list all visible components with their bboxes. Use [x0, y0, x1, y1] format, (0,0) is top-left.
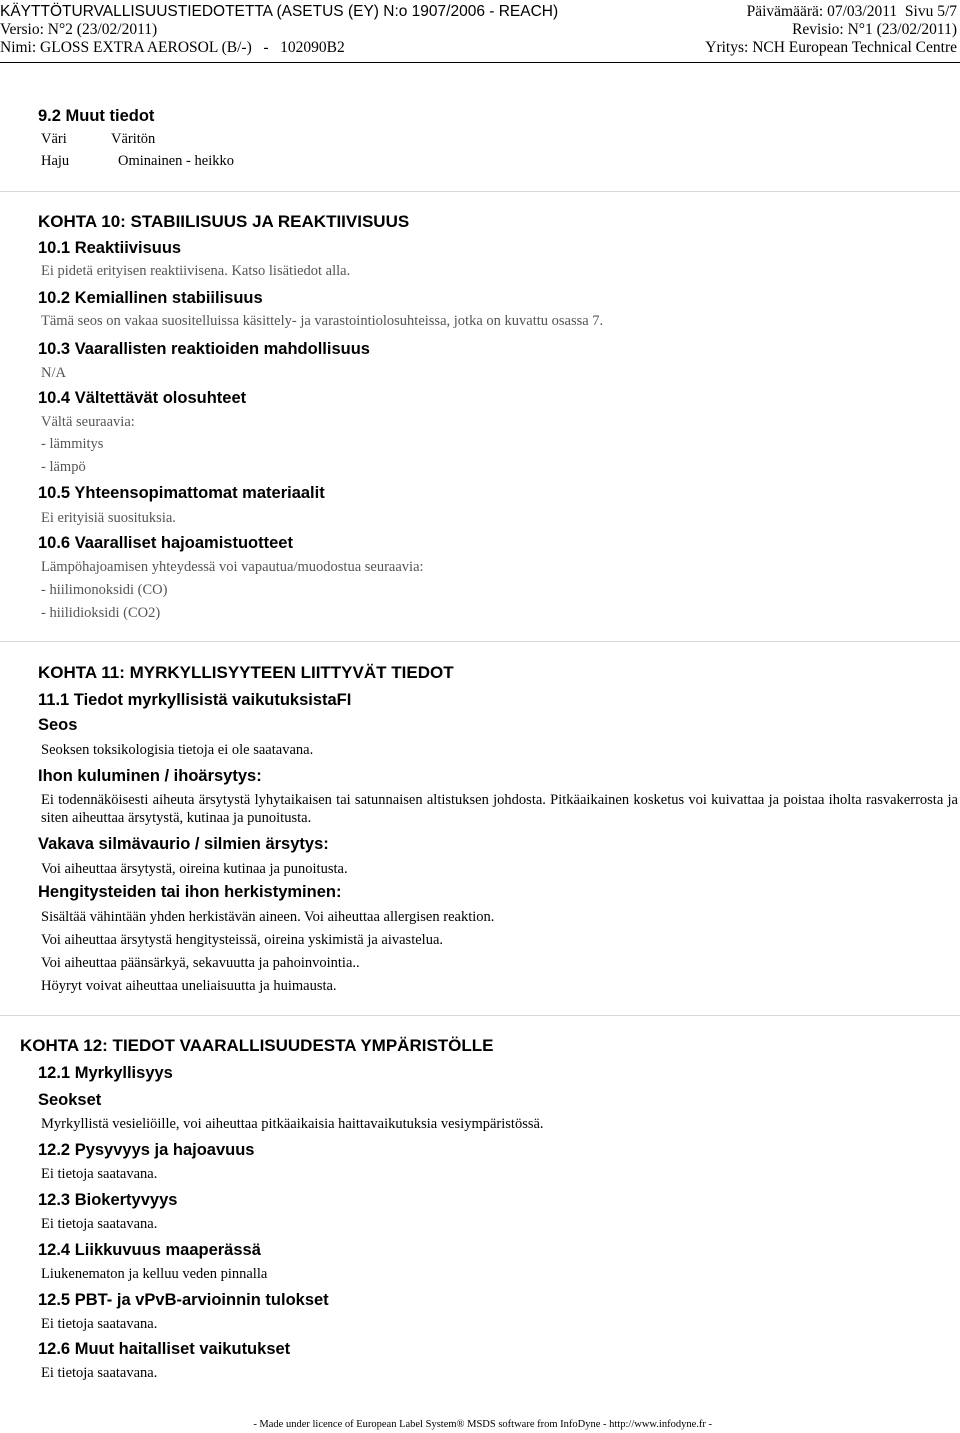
s11-sens-line: Voi aiheuttaa päänsärkyä, sekavuutta ja pahoinvointia.. [41, 955, 360, 971]
header-company: Yritys: NCH European Technical Centre [705, 39, 957, 56]
header-version: Versio: N°2 (23/02/2011) [0, 21, 158, 38]
s10-3-text: N/A [41, 365, 66, 381]
s12-2-text: Ei tietoja saatavana. [41, 1166, 158, 1182]
header-date-page [747, 2, 957, 22]
header-dash: - [263, 39, 269, 56]
s9-heading: 9.2 Muut tiedot [38, 107, 155, 125]
s11-skin-text-content: Ei todennäköisesti aiheuta ärsytystä lyhytaikaisen tai satunnaisen altistuksen johdosta. Pitkäaikainen kosketus voi kuivattaa ja poistaa iholta rasvakerrosta ja siten aiheuttaa ärsytystä, kutinaa ja punoitusta. [41, 792, 958, 826]
s10-4-line: Vältä seuraavia: [41, 414, 135, 430]
section-divider [0, 641, 960, 642]
document-header [0, 0, 960, 62]
page-footer [0, 1418, 960, 1432]
s9-key-color: Väri [41, 131, 67, 147]
s12-2-heading: 12.2 Pysyvyys ja hajoavuus [38, 1141, 255, 1159]
s10-6-line: - hiilidioksidi (CO2) [41, 605, 161, 621]
s12-1-heading: 12.1 Myrkyllisyys [38, 1064, 173, 1082]
s11-eye-text: Voi aiheuttaa ärsytystä, oireina kutinaa ja punoitusta. [41, 861, 348, 877]
footer-text: - Made under licence of European Label System® MSDS software from InfoDyne - http://www.infodyne.fr - [253, 1419, 712, 1430]
s12-heading: KOHTA 12: TIEDOT VAARALLISUUDESTA YMPÄRISTÖLLE [20, 1036, 494, 1055]
header-revision: Revisio: N°1 (23/02/2011) [792, 21, 957, 38]
s11-sens-line: Sisältää vähintään yhden herkistävän aineen. Voi aiheuttaa allergisen reaktion. [41, 909, 495, 925]
section-divider [0, 1015, 960, 1016]
s11-seos-heading: Seos [38, 716, 78, 734]
s12-4-heading: 12.4 Liikkuvuus maaperässä [38, 1241, 261, 1259]
s10-heading: KOHTA 10: STABIILISUUS JA REAKTIIVISUUS [38, 212, 410, 231]
s11-skin-text [41, 791, 958, 827]
header-name: Nimi: GLOSS EXTRA AEROSOL (B/-) [0, 39, 252, 56]
s11-seos-text: Seoksen toksikologisia tietoja ei ole saatavana. [41, 742, 314, 758]
s12-5-heading: 12.5 PBT- ja vPvB-arvioinnin tulokset [38, 1291, 329, 1309]
header-title: KÄYTTÖTURVALLISUUSTIEDOTETTA (ASETUS (EY) N:o 1907/2006 - REACH) [0, 3, 559, 20]
s11-heading: KOHTA 11: MYRKYLLISYYTEEN LIITTYVÄT TIEDOT [38, 663, 454, 682]
s12-3-text: Ei tietoja saatavana. [41, 1216, 158, 1232]
s10-5-text: Ei erityisiä suosituksia. [41, 510, 176, 526]
s11-sens-heading: Hengitysteiden tai ihon herkistyminen: [38, 883, 342, 901]
s10-6-line: - hiilimonoksidi (CO) [41, 582, 168, 598]
s12-seokset-heading: Seokset [38, 1091, 102, 1109]
s10-2-text: Tämä seos on vakaa suositelluissa käsittely- ja varastointiolosuhteissa, jotka on kuvattu osassa 7. [41, 313, 604, 329]
s10-4-line: - lämpö [41, 459, 86, 475]
s12-6-text: Ei tietoja saatavana. [41, 1365, 158, 1381]
s10-1-text: Ei pidetä erityisen reaktiivisena. Katso lisätiedot alla. [41, 263, 351, 279]
s10-4-heading: 10.4 Vältettävät olosuhteet [38, 389, 247, 407]
s12-6-heading: 12.6 Muut haitalliset vaikutukset [38, 1340, 291, 1358]
s12-3-heading: 12.3 Biokertyvyys [38, 1191, 178, 1209]
s9-value-odor: Ominainen - heikko [118, 153, 234, 169]
header-product [0, 38, 345, 58]
s10-4-line: - lämmitys [41, 436, 104, 452]
s12-5-text: Ei tietoja saatavana. [41, 1316, 158, 1332]
s10-5-heading: 10.5 Yhteensopimattomat materiaalit [38, 484, 325, 502]
s11-1-heading: 11.1 Tiedot myrkyllisistä vaikutuksistaFI [38, 691, 352, 709]
s9-value-color: Väritön [111, 131, 156, 147]
s10-6-line: Lämpöhajoamisen yhteydessä voi vapautua/muodostua seuraavia: [41, 559, 424, 575]
s10-1-heading: 10.1 Reaktiivisuus [38, 239, 182, 257]
s10-3-heading: 10.3 Vaarallisten reaktioiden mahdollisuus [38, 340, 370, 358]
header-divider [0, 62, 960, 63]
s11-eye-heading: Vakava silmävaurio / silmien ärsytys: [38, 835, 329, 853]
s11-sens-line: Voi aiheuttaa ärsytystä hengitysteissä, oireina yskimistä ja aivastelua. [41, 932, 444, 948]
s11-skin-heading: Ihon kuluminen / ihoärsytys: [38, 767, 262, 785]
s9-key-odor: Haju [41, 153, 70, 169]
s10-6-heading: 10.6 Vaaralliset hajoamistuotteet [38, 534, 293, 552]
s10-2-heading: 10.2 Kemiallinen stabiilisuus [38, 289, 263, 307]
s12-4-text: Liukenematon ja kelluu veden pinnalla [41, 1266, 268, 1282]
header-date: Päivämäärä: 07/03/2011 [746, 3, 898, 20]
header-page: Sivu 5/7 [904, 3, 957, 20]
s11-sens-line: Höyryt voivat aiheuttaa uneliaisuutta ja huimausta. [41, 978, 337, 994]
s12-seokset-text: Myrkyllistä vesieliöille, voi aiheuttaa pitkäaikaisia haittavaikutuksia vesiympäristössä. [41, 1116, 544, 1132]
section-divider [0, 191, 960, 192]
header-code: 102090B2 [280, 39, 345, 56]
